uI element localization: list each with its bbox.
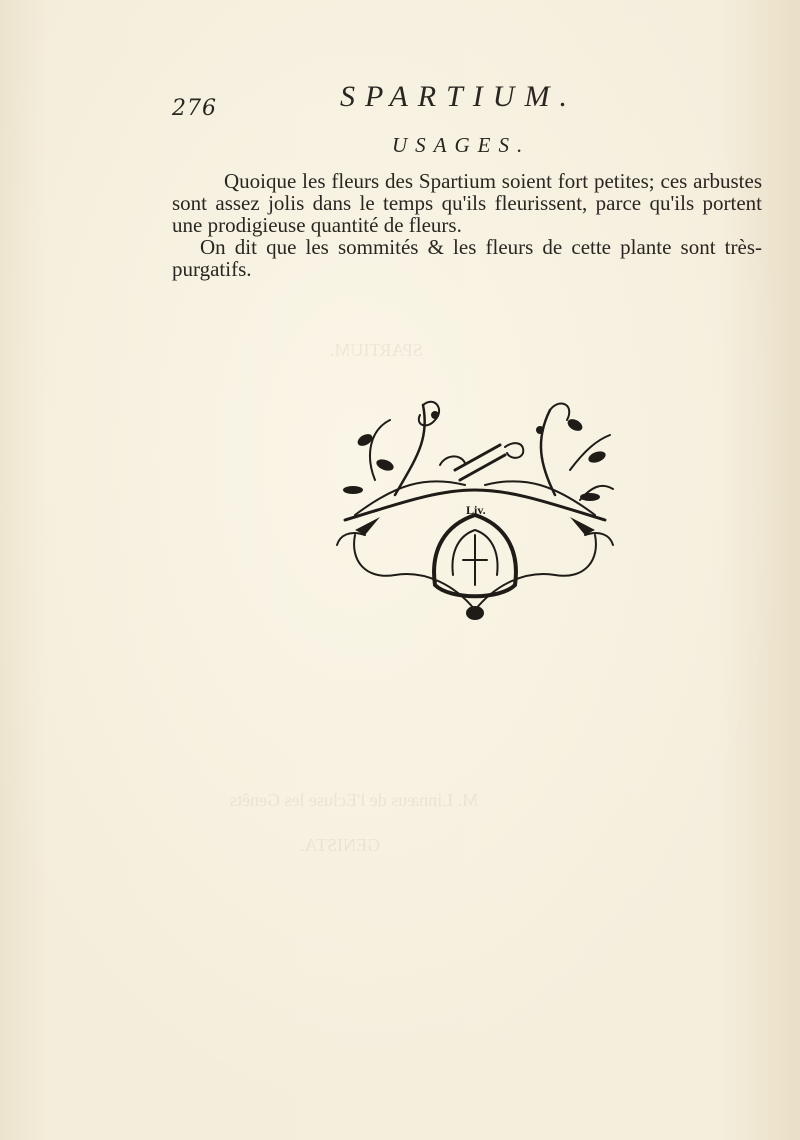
running-title: SPARTIUM. [340,80,577,113]
vignette-label: Liv. [466,503,486,517]
bleed-through-text: SPARTIUM. [330,340,423,360]
section-title: USAGES. [392,133,531,157]
paragraph: Quoique les fleurs des Spartium soient fort petites; ces arbustes sont assez jolis dans le temps qu'ils fleurissent, parce qu'ils portent une prodigieuse quantité de fleurs. [172,169,762,237]
paragraph: On dit que les sommités & les fleurs de cette plante sont très-purgatifs. [172,235,762,281]
page-number: 276 [172,96,217,121]
body-text [172,170,762,280]
bleed-through-text: M. Linnæus de l'Ecluse les Genêts [230,790,479,810]
bleed-through-text: GENISTA. [300,835,381,855]
